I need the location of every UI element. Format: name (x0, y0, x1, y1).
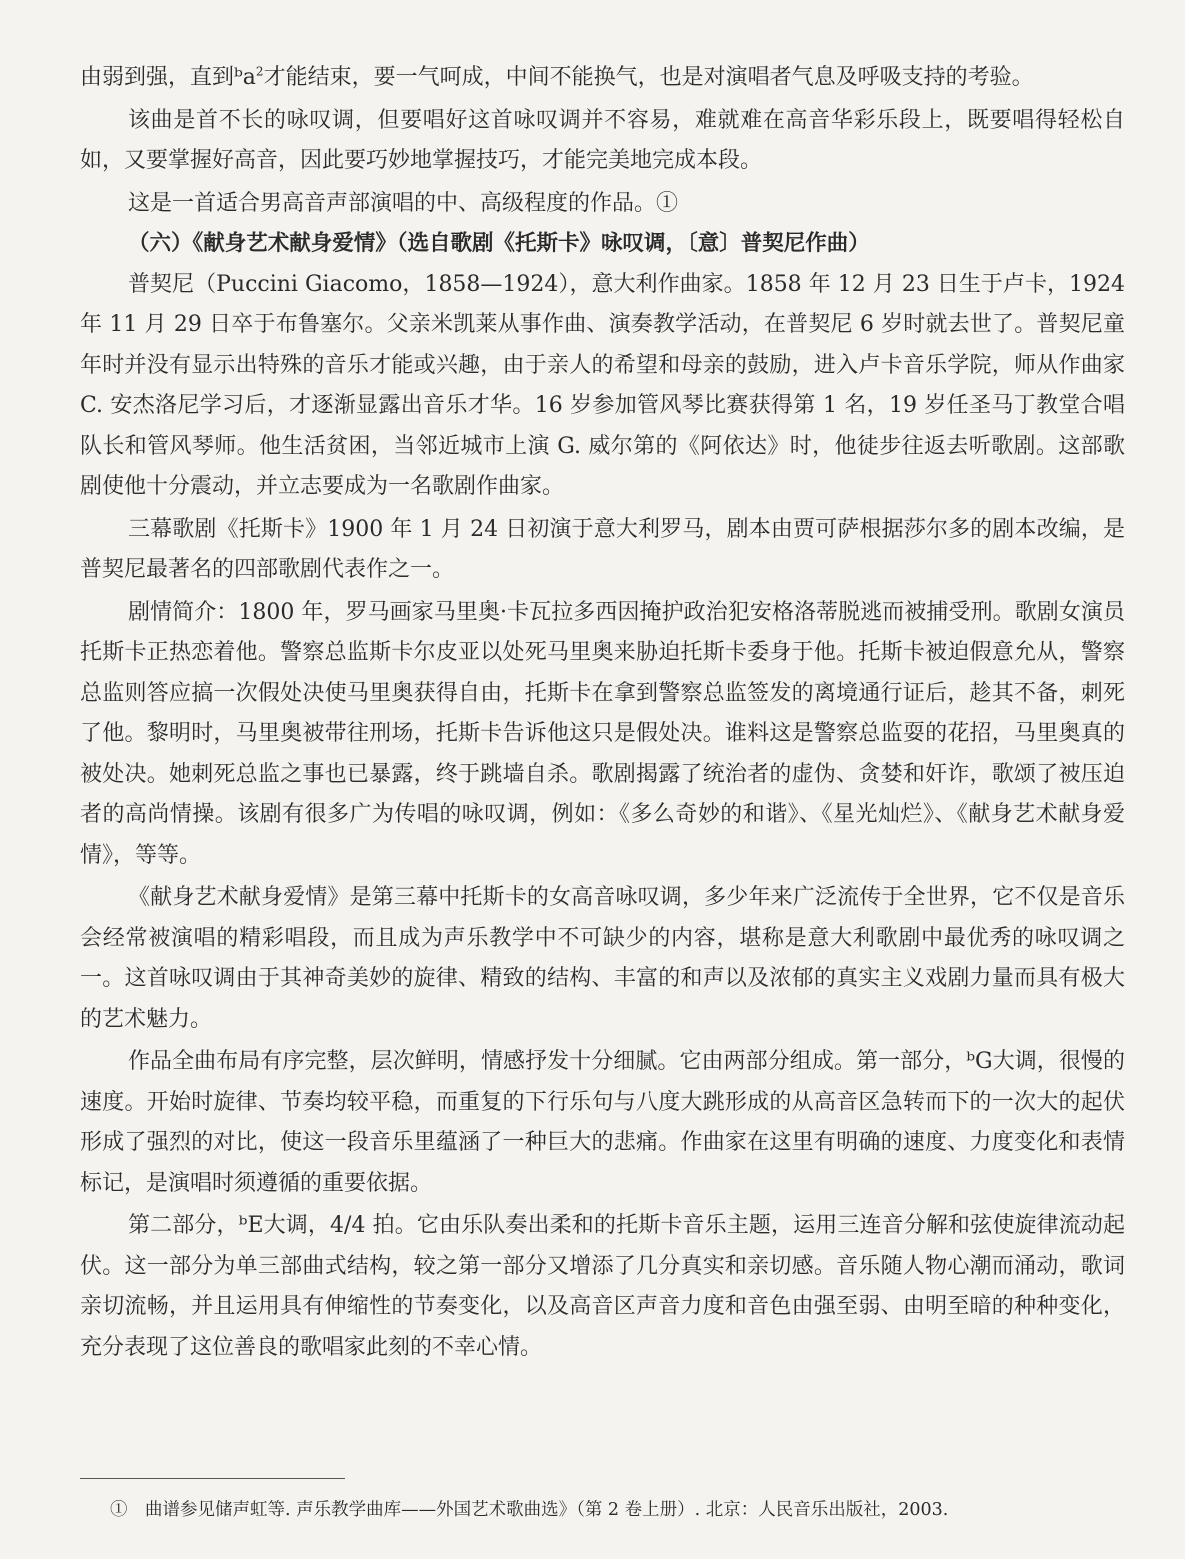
paragraph-2: 该曲是首不长的咏叹调，但要唱好这首咏叹调并不容易，难就难在高音华彩乐段上，既要唱得轻松自如，又要掌握好高音，因此要巧妙地掌握技巧，才能完美地完成本段。 (80, 107, 1125, 173)
footnote-divider (80, 1478, 345, 1479)
paragraph-5: 三幕歌剧《托斯卡》1900 年 1 月 24 日初演于意大利罗马，剧本由贾可萨根据莎尔多的剧本改编，是普契尼最著名的四部歌剧代表作之一。 (80, 516, 1125, 582)
footnote: ① 曲谱参见储声虹等. 声乐教学曲库——外国艺术歌曲选》（第 2 卷上册）. 北京：人民音乐出版社，2003. (110, 1500, 949, 1520)
paragraph-6: 剧情简介：1800 年，罗马画家马里奥·卡瓦拉多西因掩护政治犯安格洛蒂脱逃而被捕受刑。歌剧女演员托斯卡正热恋着他。警察总监斯卡尔皮亚以处死马里奥来胁迫托斯卡委身于他。托斯卡被迫假意允从，警察总监则答应搞一次假处决使马里奥获得自由，托斯卡在拿到警察总监签发的离境通行证后，趁其不备，刺死了他。黎明时，马里奥被带往刑场，托斯卡告诉他这只是假处决。谁料这是警察总监耍的花招，马里奥真的被处决。她刺死总监之事也已暴露，终于跳墙自杀。歌剧揭露了统治者的虚伪、贪婪和奸诈，歌颂了被压迫者的高尚情操。该剧有很多广为传唱的咏叹调，例如：《多么奇妙的和谐》、《星光灿烂》、《献身艺术献身爱情》，等等。 (80, 599, 1125, 868)
paragraph-8: 作品全曲布局有序完整，层次鲜明，情感抒发十分细腻。它由两部分组成。第一部分，ᵇG大调，很慢的速度。开始时旋律、节奏均较平稳，而重复的下行乐句与八度大跳形成的从高音区急转而下的一次大的起伏形成了强烈的对比，使这一段音乐里蕴涵了一种巨大的悲痛。作曲家在这里有明确的速度、力度变化和表情标记，是演唱时须遵循的重要依据。 (80, 1049, 1125, 1196)
main-text (80, 58, 1125, 1368)
paragraph-3: 这是一首适合男高音声部演唱的中、高级程度的作品。① (128, 190, 679, 216)
section-heading: （六）《献身艺术献身爱情》（选自歌剧《托斯卡》咏叹调，〔意〕普契尼作曲） (128, 231, 870, 256)
paragraph-4: 普契尼（Puccini Giacomo，1858—1924），意大利作曲家。1858 年 12 月 23 日生于卢卡，1924 年 11 月 29 日卒于布鲁塞尔。父亲米凯莱从事作曲、演奏教学活动，在普契尼 6 岁时就去世了。普契尼童年时并没有显示出特殊的音乐才能或兴趣，由于亲人的希望和母亲的鼓励，进入卢卡音乐学院，师从作曲家 C. 安杰洛尼学习后，才逐渐显露出音乐才华。16 岁参加管风琴比赛获得第 1 名，19 岁任圣马丁教堂合唱队长和管风琴师。他生活贫困，当邻近城市上演 G. 威尔第的《阿依达》时，他徒步往返去听歌剧。这部歌剧使他十分震动，并立志要成为一名歌剧作曲家。 (80, 271, 1125, 499)
paragraph-9: 第二部分，ᵇE大调，4/4 拍。它由乐队奏出柔和的托斯卡音乐主题，运用三连音分解和弦使旋律流动起伏。这一部分为单三部曲式结构，较之第一部分又增添了几分真实和亲切感。音乐随人物心潮而涌动，歌词亲切流畅，并且运用具有伸缩性的节奏变化，以及高音区声音力度和音色由强至弱、由明至暗的种种变化，充分表现了这位善良的歌唱家此刻的不幸心情。 (80, 1213, 1125, 1360)
paragraph-7: 《献身艺术献身爱情》是第三幕中托斯卡的女高音咏叹调，多少年来广泛流传于全世界，它不仅是音乐会经常被演唱的精彩唱段，而且成为声乐教学中不可缺少的内容，堪称是意大利歌剧中最优秀的咏叹调之一。这首咏叹调由于其神奇美妙的旋律、精致的结构、丰富的和声以及浓郁的真实主义戏剧力量而具有极大的艺术魅力。 (80, 885, 1125, 1032)
paragraph-1: 由弱到强，直到ᵇa$^2$才能结束，要一气呵成，中间不能换气，也是对演唱者气息及呼吸支持的考验。 (80, 64, 1034, 90)
